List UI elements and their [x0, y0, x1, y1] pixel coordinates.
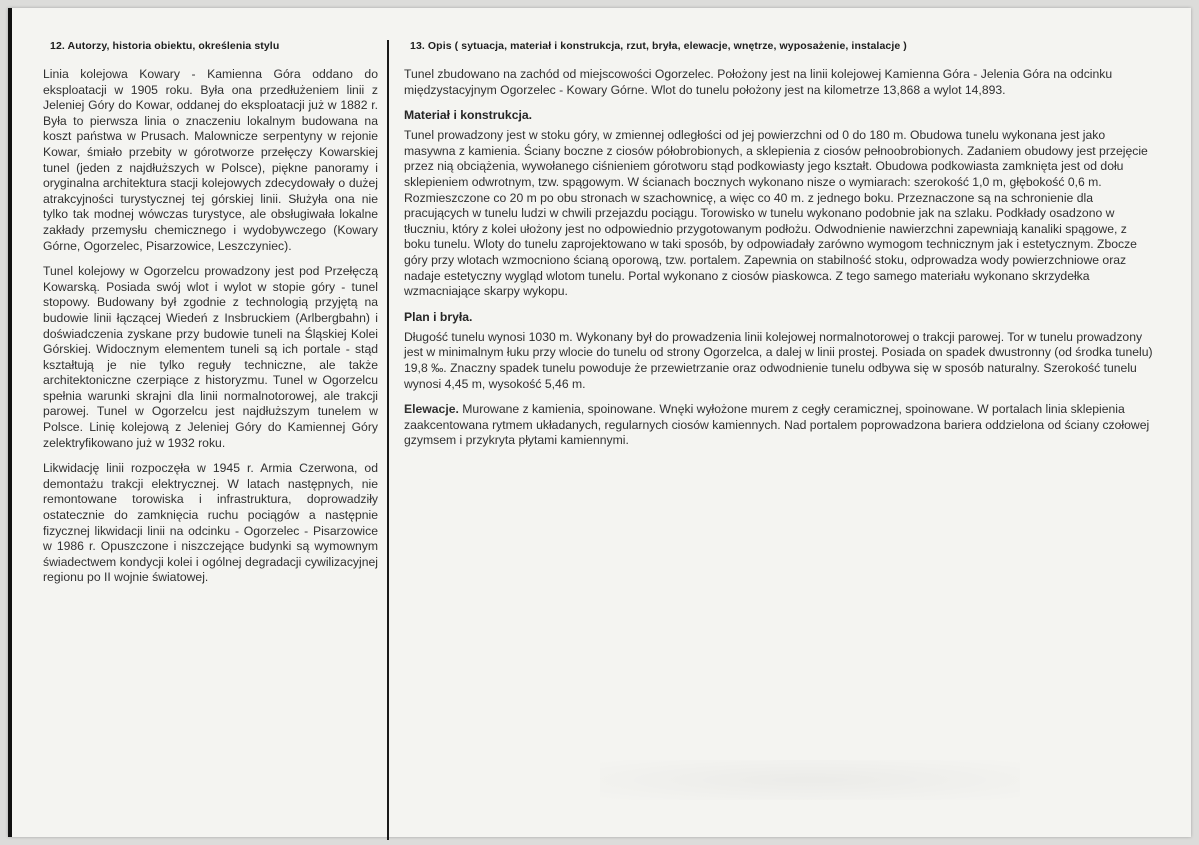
material-paragraph: Tunel prowadzony jest w stoku góry, w zmiennej odległości od jej powierzchni od 0 do 180 m. Obudowa tunelu wykonana jest jako masywna z kamienia. Ściany boczne z ciosów półobrobionych, a sklepienia z ciosów pełnoobrobionych. Zadaniem obudowy jest przejęcie przez nią obciążenia, wywołanego ciśnieniem górotworu stąd podkowiasty jego kształt. Obudowa podkowiasta zamknięta jest od dołu sklepieniem odwrotnym, tzw. spągowym. W ścianach bocznych wykonano nisze o wymiarach: szerokość 1,0 m, głębokość 0,6 m. Rozmieszczone co 20 m po obu stronach w szachownicę, a więc co 40 m. z jednego boku. Przeznaczone są na schronienie dla pracujących w tunelu ludzi w chwili przejazdu pociągu. Torowisko w tunelu wykonano podobnie jak na szlaku. Podkłady osadzono w tłuczniu, który z kolei ułożony jest no odpowiednio przygotowanym podłożu. Odwodnienie nawierzchni zapewniają kanaliki spągowe, z boku tunelu. Wloty do tunelu zaprojektowano w taki sposób, by odpowiadały zarówno wymogom technicznym jak i estetycznym. Zbocze góry przy wlotach wzmocniono ścianą oporową, tzw. portalem. Zapewnia on stabilność stoku, odprowadza wody powierzchniowe oraz nadaje estetyczny wygląd wlotom tunelu. Portal wykonano z ciosów piaskowca. Z tego samego materiału wykonano skrzydełka wzmacniające skarpy wykopu. [404, 128, 1148, 299]
plan-subheading: Plan i bryła. [404, 309, 473, 324]
history-paragraph-3: Likwidację linii rozpoczęła w 1945 r. Armia Czerwona, od demontażu trakcji elektrycznej. W latach następnych, nie remontowane torowiska i infrastruktura, doprowadziły ostatecznie do zamknięcia ruchu pociągów a następnie fizycznej likwidacji linii na odcinku - Ogorzelec - Pisarzowice w 1986 r. Opuszczone i niszczejące budynki są wymownym świadectwem kondycji kolei i ogólnej degradacji cywilizacyjnej regionu po II wojnie światowej. [43, 461, 378, 585]
scan-edge [8, 8, 12, 837]
history-paragraph-1: Linia kolejowa Kowary - Kamienna Góra oddano do eksploatacji w 1905 roku. Była ona przedłużeniem linii z Jeleniej Góry do Kowar, oddanej do eksploatacji już w 1882 r. Była to pierwsza linia o znaczeniu lokalnym budowana na koszt państwa w Prusach. Malownicze serpentyny w rejonie Kowar, śmiało przebity w górotworze przełęczy Kowarskiej tunel (jeden z najdłuższych w Polsce), piękne panoramy i oryginalna architektura stacji kolejowych zdecydowały o dużej atrakcyjności turystycznej tej górskiej linii. Służyła ona nie tylko tak modnej wówczas turystyce, ale obsługiwała lokalne zakłady przemysłu chemicznego i wydobywczego (Kowary Górne, Ogorzelec, Pisarzowice, Leszczyniec). [43, 67, 378, 253]
right-column [404, 40, 1156, 459]
left-column [43, 40, 378, 596]
elevations-text: Murowane z kamienia, spoinowane. Wnęki wyłożone murem z cegły ceramicznej, spoinowane. W portalach linia sklepienia zaakcentowana rytmem układanych, regularnych ciosów kamiennych. Nad portalem poprowadzona bariera oddzielona od ściany czołowej gzymsem i przykryta płytami kamiennymi. [404, 402, 1150, 448]
material-subheading: Materiał i konstrukcja. [404, 108, 533, 123]
section-12-heading: 12. Autorzy, historia obiektu, określenia stylu [50, 40, 280, 52]
history-paragraph-2: Tunel kolejowy w Ogorzelcu prowadzony jest pod Przełęczą Kowarską. Posiada swój wlot i wylot w stopie góry - tunel stopowy. Budowany był zgodnie z technologią przyjętą na budowie linii łączącej Wiedeń z Insbruckiem (Arlbergbahn) i doświadczenia zyskane przy budowie tuneli na Śląskiej Kolei Górskiej. Widocznym elementem tuneli są ich portale - stąd kształtują je nie tylko reguły techniczne, ale także architektoniczne czerpiące z historyzmu. Tunel w Ogorzelcu spełnia warunki skrajni dla linii normalnotorowej, ale trakcji parowej. Tunel w Ogorzelcu jest najdłuższym tunelem w Polsce. Linię kolejową z Jeleniej Góry do Kamiennej Góry zelektryfikowano już w 1932 roku. [43, 264, 378, 450]
plan-paragraph: Długość tunelu wynosi 1030 m. Wykonany był do prowadzenia linii kolejowej normalnotorowej o trakcji parowej. Tor w tunelu prowadzony jest w minimalnym łuku przy wlocie do tunelu od strony Ogorzelca, a dalej w linii prostej. Posiada on spadek dwustronny (od środka tunelu) 19,8 ‰. Znaczny spadek tunelu powoduje że przewietrzanie oraz odwodnienie tunelu odbywa się w sposób naturalny. Szerokość tunelu wynosi 4,45 m, wysokość 5,46 m. [404, 329, 1153, 391]
scan-smudge [600, 760, 1020, 800]
elevations-label: Elewacje. [404, 402, 459, 417]
intro-paragraph: Tunel zbudowano na zachód od miejscowości Ogorzelec. Położony jest na linii kolejowej Kamienna Góra - Jelenia Góra na odcinku międzystacyjnym Ogorzelec - Kowary Górne. Wlot do tunelu położony jest na kilometrze 13,868 a wylot 14,893. [404, 67, 1113, 97]
elevations-paragraph [404, 402, 1156, 449]
column-divider [387, 40, 389, 840]
section-13-heading: 13. Opis ( sytuacja, materiał i konstrukcja, rzut, bryła, elewacje, wnętrze, wyposażenie, instalacje ) [410, 40, 907, 52]
